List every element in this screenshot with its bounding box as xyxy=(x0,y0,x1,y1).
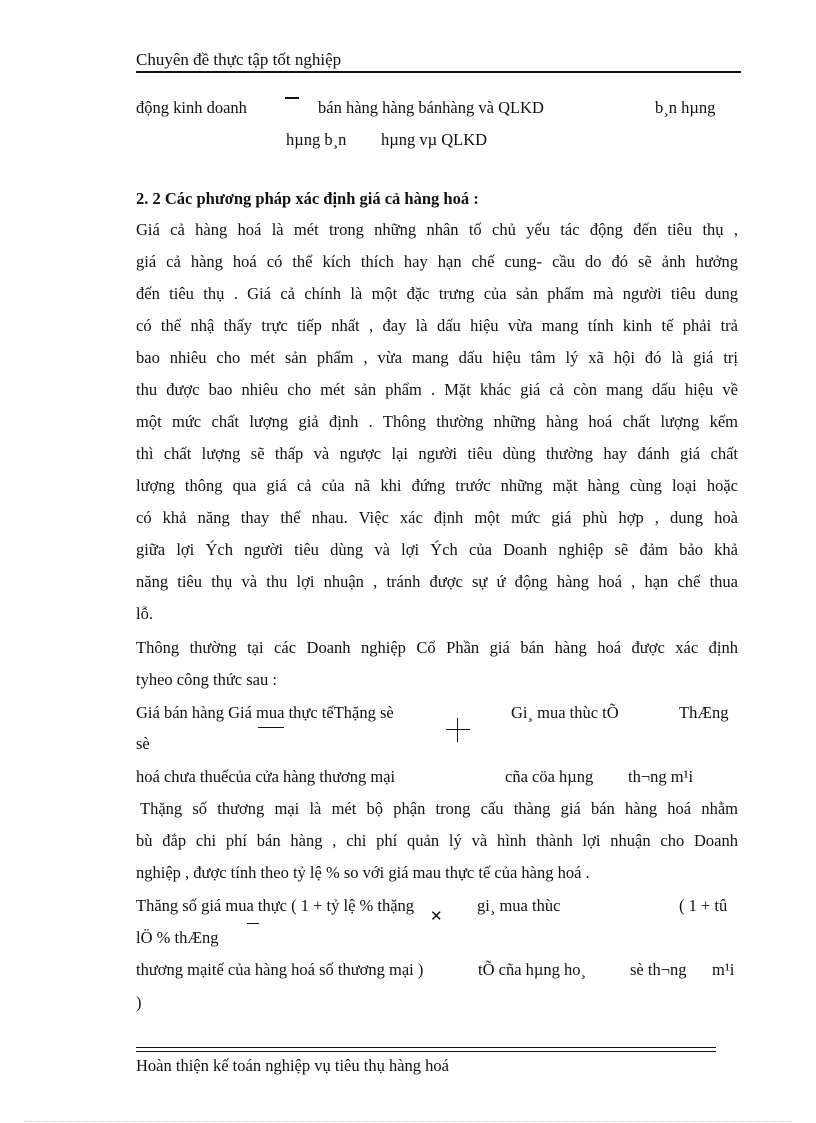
formula2-text-d: sè xyxy=(136,734,150,753)
formula2-text-c: ThÆng xyxy=(679,703,729,722)
formula3-text-i: ) xyxy=(136,993,142,1012)
footer-rule-top xyxy=(136,1047,716,1048)
paragraph1-line: giữa lợi Ých người tiêu dùng và lợi Ých của Doanh nghiệp sẽ đảm bảo khả xyxy=(136,540,738,559)
minus-sign-icon xyxy=(285,97,299,99)
formula2-text-e: hoá chưa thuếcủa cửa hàng thương mại xyxy=(136,767,396,786)
paragraph3-line: bù đắp chi phí bán hàng , chi phí quản lý và hình thành lợi nhuận cho Doanh xyxy=(136,831,738,850)
formula3-text-c: ( 1 + tû xyxy=(679,896,728,915)
plus-sign-vertical-icon xyxy=(457,718,458,742)
formula1-text-d: hµng b¸n xyxy=(286,130,347,149)
formula3-text-d: lÖ % thÆng xyxy=(136,928,219,947)
formula3-text-a: Thăng số giá mua thực ( 1 + tỷ lệ % thặng xyxy=(136,896,415,915)
formula3-text-g: sè th¬ng xyxy=(630,960,687,979)
formula3-text-b: gi¸ mua thùc xyxy=(477,896,561,915)
formula2-text-a: Giá bán hàng Giá mua thực tếThặng sè xyxy=(136,703,394,722)
formula1-text-b: bán hàng hàng bánhàng và QLKD xyxy=(318,98,544,117)
header-rule xyxy=(136,71,741,73)
page-header-title: Chuyên đề thực tập tốt nghiệp xyxy=(136,50,342,69)
formula3-text-f: tÕ cña hµng ho¸ xyxy=(478,960,587,979)
formula1-text-e: hµng vµ QLKD xyxy=(381,130,488,149)
paragraph1-line: thì chất lượng sẽ thấp và ngược lại người tiêu dùng thường hay đánh giá chất xyxy=(136,444,738,463)
formula3-text-e: thương mạitế của hàng hoá số thương mại ) xyxy=(136,960,424,979)
paragraph1-line: một mức chất lượng giả định . Thông thường những hàng hoá chất lượng kếm xyxy=(136,412,738,431)
paragraph1-line: lượng thông qua giá cả của nã khi đứng trước những mặt hàng cùng loại hoặc xyxy=(136,476,738,495)
paragraph1-line: thu được bao nhiêu cho mét sản phẩm . Mặt khác giá cả còn mang dấu hiệu về xyxy=(136,380,738,399)
paragraph1-line: năng tiêu thụ và thu lợi nhuận , tránh được sự ứ động hàng hoá , hạn chế thua xyxy=(136,572,738,591)
paragraph1-line: có thể nhậ thấy trực tiếp nhất , đay là dấu hiệu vừa mang tính kinh tế phải trả xyxy=(136,316,738,335)
formula1-text-c: b¸n hµng xyxy=(655,98,716,117)
paragraph1-line: đến tiêu thụ . Giá cả chính là một đặc trưng của sản phẩm mà người tiêu dung xyxy=(136,284,738,303)
paragraph2-last-line: tyheo công thức sau : xyxy=(136,670,277,689)
paragraph1-line: Giá cả hàng hoá là mét trong những nhân tố chủ yếu tác động đến tiêu thụ , xyxy=(136,220,738,239)
paragraph3-line: Thặng số thương mại là mét bộ phận trong cấu thàng giá bán hàng hoá nhằm xyxy=(140,799,738,818)
paragraph1-line: giá cả hàng hoá có thể kích thích hay hạn chế cung- cầu do đó sẽ ảnh hưởng xyxy=(136,252,738,271)
section-heading: 2. 2 Các phương pháp xác định giá cả hàng hoá : xyxy=(136,189,479,208)
paragraph1-last-line: lỗ. xyxy=(136,604,153,623)
formula1-text-a: động kinh doanh xyxy=(136,98,247,117)
footer-rule-bottom xyxy=(136,1051,716,1052)
formula3-text-h: m¹i xyxy=(712,960,735,979)
fraction-bar-icon xyxy=(247,923,259,924)
formula2-text-f: cña cöa hµng xyxy=(505,767,594,786)
paragraph1-line: bao nhiêu cho mét sản phẩm , vừa mang dấu hiệu tâm lý xã hội đó là giá trị xyxy=(136,348,738,367)
multiply-sign-icon: ✕ xyxy=(430,907,443,925)
paragraph3-last-line: nghiệp , được tính theo tỷ lệ % so với giá mau thực tế của hàng hoá . xyxy=(136,863,590,882)
formula2-text-g: th¬ng m¹i xyxy=(628,767,694,786)
paragraph2-line: Thông thường tại các Doanh nghiệp Cổ Phần giá bán hàng hoá được xác định xyxy=(136,638,738,657)
fraction-bar-icon xyxy=(258,727,284,728)
paragraph1-line: có khả năng thay thế nhau. Việc xác định một mức giá phù hợp , dung hoà xyxy=(136,508,738,527)
formula2-text-b: Gi¸ mua thùc tÕ xyxy=(511,703,619,722)
page-footer-title: Hoàn thiện kế toán nghiệp vụ tiêu thụ hàng hoá xyxy=(136,1056,449,1075)
page-edge-divider xyxy=(24,1121,792,1122)
